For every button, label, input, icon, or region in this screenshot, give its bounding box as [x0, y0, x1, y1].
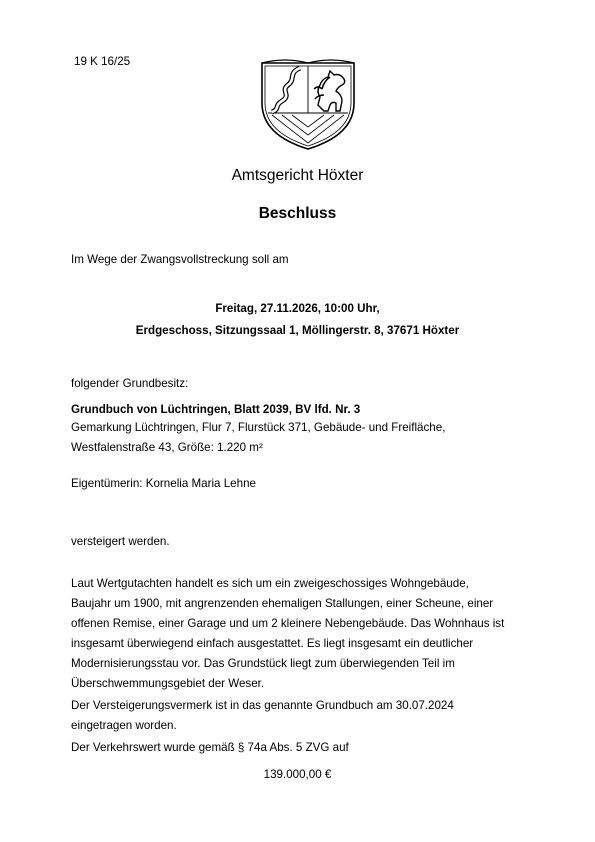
property-intro: folgender Grundbesitz: [71, 377, 189, 390]
market-value: 139.000,00 € [263, 768, 332, 781]
appraisal-line: Modernisierungsstau vor. Das Grundstück liegt zum überwiegenden Teil im [71, 657, 455, 670]
auction-location: Erdgeschoss, Sitzungssaal 1, Möllingerstr. 8, 37671 Höxter [135, 324, 460, 337]
property-line: Gemarkung Lüchtringen, Flur 7, Flurstück 371, Gebäude- und Freifläche, [71, 421, 446, 434]
registration-paragraph [71, 696, 521, 736]
case-number: 19 K 16/25 [74, 55, 131, 68]
auction-date: Freitag, 27.11.2026, 10:00 Uhr, [215, 302, 380, 315]
appraisal-paragraph [71, 574, 521, 694]
appraisal-line: insgesamt überwiegend einfach ausgestattet. Es liegt insgesamt ein deutlicher [71, 637, 474, 650]
appraisal-line: offenen Remise, einer Garage und um 2 kleinere Nebengebäude. Das Wohnhaus ist [71, 617, 505, 630]
nrw-coat-of-arms-icon [258, 55, 358, 151]
document-title: Beschluss [258, 205, 337, 222]
property-line: Westfalenstraße 43, Größe: 1.220 m² [71, 441, 263, 454]
appraisal-line: Überschwemmungsgebiet der Weser. [71, 677, 265, 690]
court-name: Amtsgericht Höxter [231, 167, 364, 184]
market-value-intro: Der Verkehrswert wurde gemäß § 74a Abs. 5 ZVG auf [71, 741, 349, 754]
registration-line: eingetragen worden. [71, 719, 177, 732]
registration-line: Der Versteigerungsvermerk ist in das genannte Grundbuch am 30.07.2024 [71, 699, 454, 712]
intro-text: Im Wege der Zwangsvollstreckung soll am [71, 253, 289, 266]
owner-text: Eigentümerin: Kornelia Maria Lehne [71, 477, 256, 490]
auction-phrase: versteigert werden. [71, 535, 170, 548]
property-register: Grundbuch von Lüchtringen, Blatt 2039, BV lfd. Nr. 3 [71, 403, 361, 416]
appraisal-line: Laut Wertgutachten handelt es sich um ein zweigeschossiges Wohngebäude, [71, 577, 469, 590]
appraisal-line: Baujahr um 1900, mit angrenzenden ehemaligen Stallungen, einer Scheune, einer [71, 597, 494, 610]
